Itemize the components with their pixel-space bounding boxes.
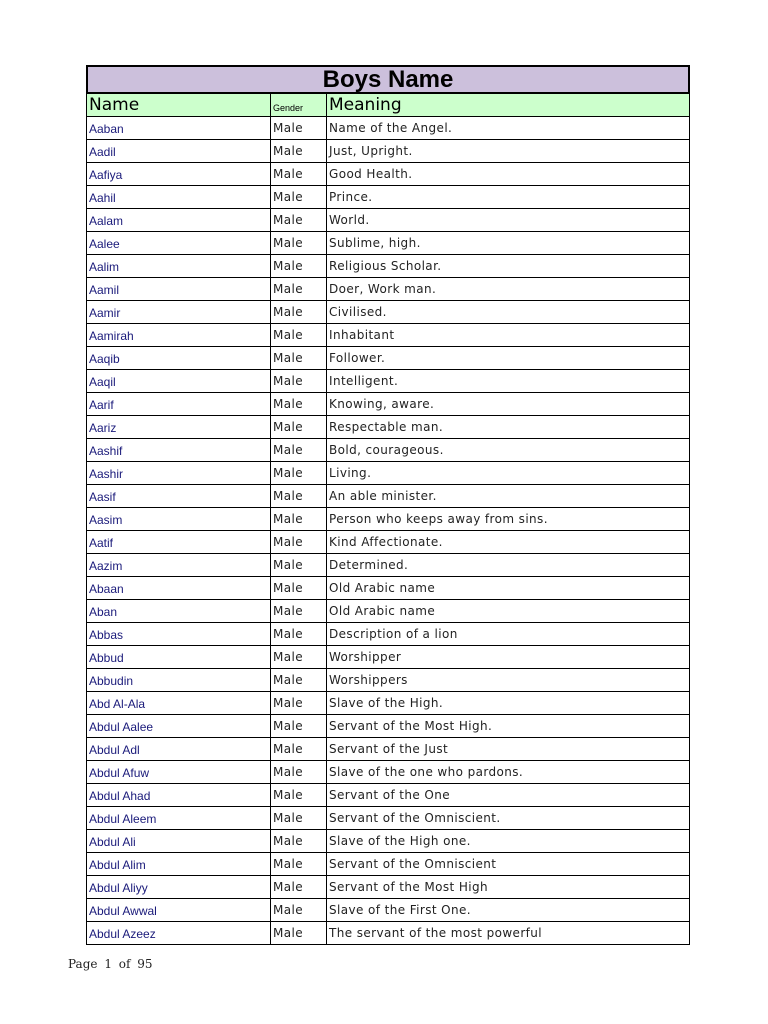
meaning-cell: Worshippers — [326, 669, 689, 691]
gender-cell: Male — [270, 209, 326, 231]
page-current: 1 — [104, 957, 112, 971]
meaning-cell: The servant of the most powerful — [326, 922, 689, 944]
gender-cell: Male — [270, 531, 326, 553]
table-row — [86, 577, 690, 600]
gender-cell: Male — [270, 899, 326, 921]
meaning-cell: Living. — [326, 462, 689, 484]
table-row — [86, 830, 690, 853]
gender-cell: Male — [270, 715, 326, 737]
name-cell: Abdul Aleem — [89, 812, 157, 826]
meaning-cell: Servant of the Most High — [326, 876, 689, 898]
gender-cell: Male — [270, 922, 326, 944]
name-cell: Abdul Alim — [89, 858, 146, 872]
table-row — [86, 853, 690, 876]
table-row — [86, 508, 690, 531]
meaning-cell: Description of a lion — [326, 623, 689, 645]
table-row — [86, 692, 690, 715]
name-cell: Aamil — [89, 283, 120, 297]
gender-cell: Male — [270, 692, 326, 714]
name-cell: Aasif — [89, 490, 116, 504]
name-cell: Aatif — [89, 536, 114, 550]
meaning-cell: Slave of the High one. — [326, 830, 689, 852]
table-row — [86, 462, 690, 485]
page-total: 95 — [137, 957, 153, 971]
table-row — [86, 209, 690, 232]
meaning-cell: Old Arabic name — [326, 577, 689, 599]
gender-cell: Male — [270, 485, 326, 507]
table-row — [86, 922, 690, 945]
table-row — [86, 899, 690, 922]
meaning-cell: Civilised. — [326, 301, 689, 323]
table-row — [86, 255, 690, 278]
table-row — [86, 531, 690, 554]
meaning-cell: Worshipper — [326, 646, 689, 668]
table-title: Boys Name — [86, 65, 690, 94]
gender-cell: Male — [270, 370, 326, 392]
meaning-cell: Servant of the Just — [326, 738, 689, 760]
meaning-cell: Sublime, high. — [326, 232, 689, 254]
table-row — [86, 761, 690, 784]
name-cell: Abdul Ahad — [89, 789, 151, 803]
name-cell: Aban — [89, 605, 118, 619]
gender-cell: Male — [270, 623, 326, 645]
table-row — [86, 600, 690, 623]
gender-cell: Male — [270, 876, 326, 898]
gender-cell: Male — [270, 324, 326, 346]
table-row — [86, 439, 690, 462]
gender-cell: Male — [270, 807, 326, 829]
header-meaning: Meaning — [326, 94, 689, 116]
gender-cell: Male — [270, 140, 326, 162]
table-row — [86, 232, 690, 255]
gender-cell: Male — [270, 163, 326, 185]
name-cell: Aaqil — [89, 375, 116, 389]
gender-cell: Male — [270, 347, 326, 369]
meaning-cell: Good Health. — [326, 163, 689, 185]
gender-cell: Male — [270, 439, 326, 461]
name-cell: Aalam — [89, 214, 124, 228]
name-cell: Aamir — [89, 306, 121, 320]
table-body — [86, 117, 690, 945]
name-cell: Aamirah — [89, 329, 134, 343]
meaning-cell: Servant of the Omniscient — [326, 853, 689, 875]
gender-cell: Male — [270, 738, 326, 760]
gender-cell: Male — [270, 508, 326, 530]
name-cell: Aalee — [89, 237, 120, 251]
meaning-cell: Person who keeps away from sins. — [326, 508, 689, 530]
gender-cell: Male — [270, 577, 326, 599]
gender-cell: Male — [270, 255, 326, 277]
page-footer — [68, 957, 156, 971]
name-cell: Abbud — [89, 651, 124, 665]
table-row — [86, 876, 690, 899]
meaning-cell: Determined. — [326, 554, 689, 576]
name-cell: Abbas — [89, 628, 124, 642]
meaning-cell: Slave of the High. — [326, 692, 689, 714]
meaning-cell: Servant of the One — [326, 784, 689, 806]
names-table — [86, 65, 690, 941]
name-cell: Abdul Afuw — [89, 766, 150, 780]
meaning-cell: Doer, Work man. — [326, 278, 689, 300]
gender-cell: Male — [270, 669, 326, 691]
table-row — [86, 301, 690, 324]
gender-cell: Male — [270, 186, 326, 208]
name-cell: Aazim — [89, 559, 123, 573]
meaning-cell: Name of the Angel. — [326, 117, 689, 139]
gender-cell: Male — [270, 278, 326, 300]
table-row — [86, 715, 690, 738]
table-row — [86, 393, 690, 416]
table-row — [86, 554, 690, 577]
table-row — [86, 347, 690, 370]
table-row — [86, 646, 690, 669]
name-cell: Aasim — [89, 513, 123, 527]
name-cell: Aalim — [89, 260, 120, 274]
meaning-cell: Kind Affectionate. — [326, 531, 689, 553]
gender-cell: Male — [270, 416, 326, 438]
table-row — [86, 623, 690, 646]
name-cell: Aadil — [89, 145, 116, 159]
meaning-cell: Just, Upright. — [326, 140, 689, 162]
table-row — [86, 140, 690, 163]
meaning-cell: Bold, courageous. — [326, 439, 689, 461]
name-cell: Aafiya — [89, 168, 123, 182]
name-cell: Aashir — [89, 467, 124, 481]
name-cell: Aahil — [89, 191, 116, 205]
table-row — [86, 186, 690, 209]
meaning-cell: Respectable man. — [326, 416, 689, 438]
gender-cell: Male — [270, 853, 326, 875]
meaning-cell: Slave of the one who pardons. — [326, 761, 689, 783]
name-cell: Abdul Azeez — [89, 927, 156, 941]
gender-cell: Male — [270, 232, 326, 254]
name-cell: Abdul Adl — [89, 743, 140, 757]
meaning-cell: World. — [326, 209, 689, 231]
name-cell: Abdul Ali — [89, 835, 136, 849]
name-cell: Aarif — [89, 398, 114, 412]
header-name: Name — [89, 95, 140, 115]
table-row — [86, 784, 690, 807]
gender-cell: Male — [270, 117, 326, 139]
meaning-cell: Follower. — [326, 347, 689, 369]
name-cell: Abdul Aliyy — [89, 881, 148, 895]
name-cell: Aashif — [89, 444, 123, 458]
table-header-row — [86, 94, 690, 117]
name-cell: Aaban — [89, 122, 124, 136]
table-row — [86, 416, 690, 439]
gender-cell: Male — [270, 761, 326, 783]
meaning-cell: Servant of the Omniscient. — [326, 807, 689, 829]
meaning-cell: Slave of the First One. — [326, 899, 689, 921]
gender-cell: Male — [270, 554, 326, 576]
meaning-cell: Religious Scholar. — [326, 255, 689, 277]
gender-cell: Male — [270, 784, 326, 806]
name-cell: Abbudin — [89, 674, 134, 688]
meaning-cell: Intelligent. — [326, 370, 689, 392]
meaning-cell: An able minister. — [326, 485, 689, 507]
gender-cell: Male — [270, 600, 326, 622]
table-row — [86, 669, 690, 692]
meaning-cell: Prince. — [326, 186, 689, 208]
page-of-label: of — [118, 957, 131, 971]
gender-cell: Male — [270, 462, 326, 484]
meaning-cell: Inhabitant — [326, 324, 689, 346]
name-cell: Abdul Awwal — [89, 904, 157, 918]
gender-cell: Male — [270, 830, 326, 852]
table-row — [86, 117, 690, 140]
name-cell: Abaan — [89, 582, 124, 596]
table-row — [86, 163, 690, 186]
table-row — [86, 370, 690, 393]
table-row — [86, 738, 690, 761]
name-cell: Aaqib — [89, 352, 120, 366]
meaning-cell: Knowing, aware. — [326, 393, 689, 415]
meaning-cell: Servant of the Most High. — [326, 715, 689, 737]
table-row — [86, 807, 690, 830]
table-row — [86, 278, 690, 301]
name-cell: Aariz — [89, 421, 117, 435]
gender-cell: Male — [270, 393, 326, 415]
meaning-cell: Old Arabic name — [326, 600, 689, 622]
table-row — [86, 485, 690, 508]
header-gender: Gender — [270, 94, 326, 116]
name-cell: Abdul Aalee — [89, 720, 154, 734]
name-cell: Abd Al-Ala — [89, 697, 146, 711]
page-label: Page — [68, 957, 98, 971]
table-row — [86, 324, 690, 347]
gender-cell: Male — [270, 646, 326, 668]
gender-cell: Male — [270, 301, 326, 323]
